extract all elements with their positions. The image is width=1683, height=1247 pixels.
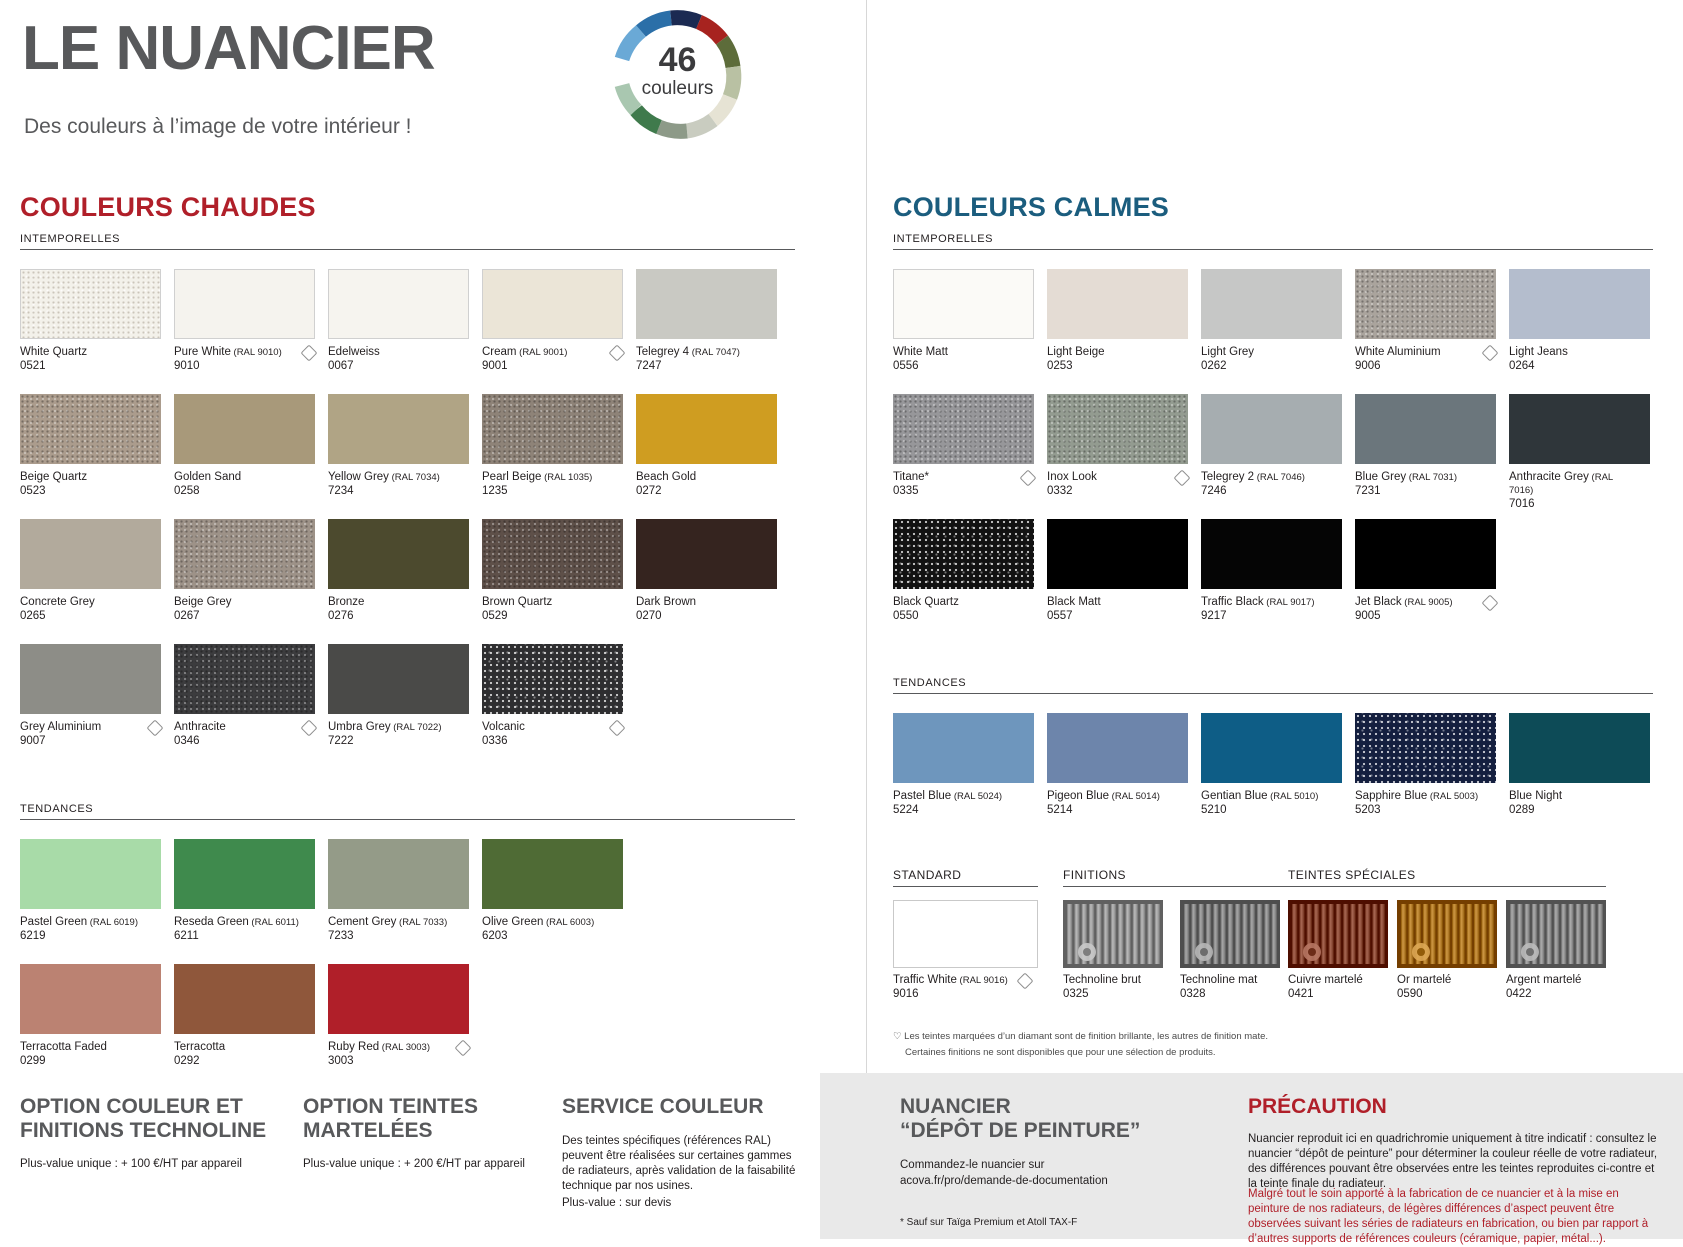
swatch-name: Pure White (RAL 9010) <box>174 346 315 359</box>
swatch-ral: (RAL 5014) <box>1109 791 1160 802</box>
swatch-name: Blue Grey (RAL 7031) <box>1355 471 1458 483</box>
swatch-chip <box>174 964 315 1034</box>
color-swatch <box>893 394 1034 498</box>
swatch-code: 0262 <box>1201 360 1227 372</box>
swatch-name: White Aluminium <box>1355 346 1496 359</box>
color-swatch <box>328 839 469 943</box>
swatch-name: Olive Green (RAL 6003) <box>482 916 595 928</box>
color-swatch <box>1509 394 1650 511</box>
finish-swatch <box>1180 900 1285 1001</box>
color-swatch <box>482 644 623 748</box>
gloss-diamond-icon <box>1482 345 1499 362</box>
swatch-chip <box>1201 519 1342 589</box>
finish-code: 0422 <box>1506 988 1532 1000</box>
swatch-name: Brown Quartz <box>482 596 553 608</box>
swatch-chip <box>20 394 161 464</box>
swatch-chip <box>893 269 1034 339</box>
color-swatch <box>20 644 161 748</box>
color-swatch <box>328 394 469 498</box>
gloss-diamond-icon <box>609 345 626 362</box>
swatch-code: 0336 <box>482 735 508 747</box>
finish-name: Cuivre martelé <box>1288 974 1363 986</box>
calm-trends-label: TENDANCES <box>893 677 967 689</box>
swatch-chip <box>174 839 315 909</box>
swatch-chip <box>1509 269 1650 339</box>
swatch-chip <box>328 519 469 589</box>
finish-swatch <box>1063 900 1168 1001</box>
color-swatch <box>1201 394 1342 498</box>
swatch-ral: (RAL 5003) <box>1427 791 1479 802</box>
option-martelees-title: OPTION TEINTES MARTELÉES <box>303 1095 479 1142</box>
swatch-chip <box>482 269 623 339</box>
color-swatch <box>20 269 161 373</box>
standard-group-label: STANDARD <box>893 868 962 882</box>
warm-timeless-rule <box>20 249 795 250</box>
swatch-ral: (RAL 7034) <box>388 472 440 483</box>
color-swatch <box>893 713 1034 817</box>
swatch-name: Telegrey 4 (RAL 7047) <box>636 346 740 358</box>
swatch-name: Cement Grey (RAL 7033) <box>328 916 448 928</box>
swatch-chip <box>20 964 161 1034</box>
precaution-text-red: Malgré tout le soin apporté à la fabrication de ce nuancier et à la mise en peinture de nos radiateurs, de légères différences d’aspect peuvent être observées suivant les séries de radiateurs en fabrication, ou bien par rapport à d’autres supports de références couleurs (céramique, papier, métal...). <box>1248 1188 1649 1245</box>
swatch-ral: (RAL 9005) <box>1401 597 1453 608</box>
color-swatch <box>636 394 777 498</box>
swatch-code: 7233 <box>328 930 354 942</box>
swatch-chip <box>893 519 1034 589</box>
finish-swatch <box>1506 900 1611 1001</box>
color-swatch <box>20 519 161 623</box>
swatch-name: Blue Night <box>1509 790 1563 802</box>
swatch-code: 0557 <box>1047 610 1073 622</box>
swatch-chip <box>1355 269 1496 339</box>
swatch-code: 9217 <box>1201 610 1227 622</box>
swatch-chip <box>328 394 469 464</box>
nuancier-order-text: Commandez-le nuancier sur <box>900 1159 1045 1171</box>
standard-group-rule <box>893 886 1038 887</box>
swatch-chip <box>1047 519 1188 589</box>
swatch-chip <box>20 269 161 339</box>
finitions-group-label: FINITIONS <box>1063 868 1126 882</box>
swatch-code: 7016 <box>1509 498 1535 510</box>
calm-trends-rule <box>893 693 1653 694</box>
gloss-diamond-icon <box>1020 470 1037 487</box>
swatch-name: Sapphire Blue (RAL 5003) <box>1355 790 1479 802</box>
finish-code: 0421 <box>1288 988 1314 1000</box>
gloss-diamond-icon <box>455 1040 472 1057</box>
color-swatch <box>20 394 161 498</box>
color-swatch <box>1201 519 1342 623</box>
swatch-code: 1235 <box>482 485 508 497</box>
swatch-name: Ruby Red (RAL 3003) <box>328 1041 469 1054</box>
swatch-chip <box>1509 394 1650 464</box>
radiator-icon <box>1288 900 1388 968</box>
color-swatch <box>328 519 469 623</box>
color-swatch <box>1509 269 1650 373</box>
swatch-ral: (RAL 7016) <box>1509 472 1613 496</box>
swatch-name: Golden Sand <box>174 471 242 483</box>
finish-name: Or martelé <box>1397 974 1452 986</box>
swatch-name: White Quartz <box>20 346 88 358</box>
swatch-chip <box>482 839 623 909</box>
swatch-code: 0550 <box>893 610 919 622</box>
swatch-name: Light Grey <box>1201 346 1255 358</box>
color-swatch <box>174 964 315 1068</box>
option-technoline-title: OPTION COULEUR ET FINITIONS TECHNOLINE <box>20 1095 267 1142</box>
swatch-code: 0335 <box>893 485 919 497</box>
swatch-name: Light Jeans <box>1509 346 1568 358</box>
swatch-name: Beach Gold <box>636 471 697 483</box>
swatch-code: 7234 <box>328 485 354 497</box>
swatch-chip <box>174 644 315 714</box>
swatch-name: Terracotta Faded <box>20 1041 107 1053</box>
swatch-ral: (RAL 5024) <box>951 791 1003 802</box>
swatch-chip <box>1201 394 1342 464</box>
swatch-code: 5224 <box>893 804 919 816</box>
color-swatch <box>1047 713 1188 817</box>
swatch-code: 6219 <box>20 930 46 942</box>
swatch-code: 6203 <box>482 930 508 942</box>
swatch-ral: (RAL 6019) <box>87 917 138 928</box>
finish-name: Technoline mat <box>1180 974 1258 986</box>
swatch-chip <box>1355 519 1496 589</box>
color-swatch <box>1355 269 1496 373</box>
swatch-name: Reseda Green (RAL 6011) <box>174 916 299 928</box>
swatch-ral: (RAL 9017) <box>1263 597 1315 608</box>
color-swatch <box>328 644 469 748</box>
service-couleur-text2: Plus-value : sur devis <box>562 1197 672 1209</box>
color-swatch <box>893 519 1034 623</box>
gloss-diamond-icon <box>609 720 626 737</box>
warm-trends-rule <box>20 819 795 820</box>
service-couleur-title: SERVICE COULEUR <box>562 1095 764 1118</box>
swatch-chip <box>893 394 1034 464</box>
gloss-diamond-icon <box>147 720 164 737</box>
swatch-name: White Matt <box>893 346 948 358</box>
swatch-code: 7246 <box>1201 485 1227 497</box>
color-swatch <box>482 269 623 373</box>
finish-name: Technoline brut <box>1063 974 1141 986</box>
nuancier-note: * Sauf sur Taïga Premium et Atoll TAX-F <box>900 1217 1078 1228</box>
color-swatch <box>20 964 161 1068</box>
swatch-code: 0276 <box>328 610 354 622</box>
color-swatch <box>20 839 161 943</box>
finish-swatch <box>1288 900 1393 1001</box>
swatch-code: 0289 <box>1509 804 1535 816</box>
swatch-name: Titane* <box>893 471 1034 484</box>
swatch-chip <box>636 269 777 339</box>
service-couleur-text: Des teintes spécifiques (références RAL) peuvent être réalisées sur certaines gammes de radiateurs, après validation de la faisabilité technique par nos usines. <box>562 1135 796 1192</box>
finish-name: Traffic White (RAL 9016) <box>893 974 1038 987</box>
swatch-ral: (RAL 6011) <box>248 917 299 928</box>
swatch-ral: (RAL 7022) <box>390 722 442 733</box>
swatch-name: Pearl Beige (RAL 1035) <box>482 471 593 483</box>
color-swatch <box>1047 519 1188 623</box>
finish-chip <box>893 900 1038 968</box>
swatch-code: 5214 <box>1047 804 1073 816</box>
swatch-code: 9005 <box>1355 610 1381 622</box>
color-swatch <box>636 519 777 623</box>
warm-timeless-label: INTEMPORELLES <box>20 233 121 245</box>
swatch-name: Pigeon Blue (RAL 5014) <box>1047 790 1160 802</box>
finish-code: 0328 <box>1180 988 1206 1000</box>
finitions-group-rule <box>1063 886 1293 887</box>
color-swatch <box>636 269 777 373</box>
color-swatch <box>1509 713 1650 817</box>
color-swatch <box>1047 269 1188 373</box>
swatch-code: 0529 <box>482 610 508 622</box>
swatch-name: Black Matt <box>1047 596 1101 608</box>
precaution-title: PRÉCAUTION <box>1248 1095 1387 1118</box>
swatch-chip <box>1047 394 1188 464</box>
option-martelees-text: Plus-value unique : + 200 €/HT par appareil <box>303 1158 525 1170</box>
swatch-name: Beige Quartz <box>20 471 88 483</box>
radiator-icon <box>1506 900 1606 968</box>
color-swatch <box>1047 394 1188 498</box>
swatch-ral: (RAL 7033) <box>396 917 448 928</box>
swatch-name: Concrete Grey <box>20 596 95 608</box>
finish-swatch <box>1397 900 1502 1001</box>
swatch-code: 0346 <box>174 735 200 747</box>
swatch-chip <box>1201 269 1342 339</box>
swatch-name: Grey Aluminium <box>20 721 161 734</box>
swatch-code: 0272 <box>636 485 662 497</box>
section-title-warm: COULEURS CHAUDES <box>20 192 316 222</box>
swatch-name: Traffic Black (RAL 9017) <box>1201 596 1315 608</box>
swatch-chip <box>636 519 777 589</box>
swatch-chip <box>174 269 315 339</box>
color-swatch <box>482 839 623 943</box>
swatch-name: Dark Brown <box>636 596 697 608</box>
finish-ral: (RAL 9016) <box>956 975 1008 986</box>
swatch-chip <box>1201 713 1342 783</box>
swatch-code: 9010 <box>174 360 200 372</box>
color-swatch <box>174 269 315 373</box>
finish-name: Argent martelé <box>1506 974 1582 986</box>
swatch-ral: (RAL 3003) <box>379 1042 431 1053</box>
swatch-name: Inox Look <box>1047 471 1188 484</box>
swatch-chip <box>1047 269 1188 339</box>
finish-code: 0590 <box>1397 988 1423 1000</box>
warm-trends-label: TENDANCES <box>20 803 94 815</box>
swatch-code: 0264 <box>1509 360 1535 372</box>
swatch-chip <box>328 964 469 1034</box>
page-title: LE NUANCIER <box>22 14 435 83</box>
color-swatch <box>1201 269 1342 373</box>
swatch-name: Black Quartz <box>893 596 959 608</box>
color-swatch <box>1201 713 1342 817</box>
footnote-2: Certaines finitions ne sont disponibles que pour une sélection de produits. <box>905 1047 1216 1058</box>
swatch-chip <box>174 519 315 589</box>
swatch-code: 5210 <box>1201 804 1227 816</box>
swatch-code: 9001 <box>482 360 508 372</box>
swatch-name: Cream (RAL 9001) <box>482 346 623 359</box>
column-divider <box>866 0 867 1080</box>
radiator-icon <box>1397 900 1497 968</box>
color-swatch <box>482 394 623 498</box>
swatch-chip <box>328 269 469 339</box>
swatch-code: 0253 <box>1047 360 1073 372</box>
badge-word: couleurs <box>641 78 714 99</box>
color-swatch <box>328 269 469 373</box>
nuancier-url[interactable]: acova.fr/pro/demande-de-documentation <box>900 1175 1108 1187</box>
swatch-code: 5203 <box>1355 804 1381 816</box>
speciales-group-label: TEINTES SPÉCIALES <box>1288 868 1416 882</box>
swatch-name: Beige Grey <box>174 596 232 608</box>
swatch-code: 0523 <box>20 485 46 497</box>
swatch-ral: (RAL 6003) <box>543 917 595 928</box>
swatch-code: 0299 <box>20 1055 46 1067</box>
swatch-chip <box>328 839 469 909</box>
swatch-code: 6211 <box>174 930 199 942</box>
swatch-code: 9006 <box>1355 360 1381 372</box>
swatch-ral: (RAL 1035) <box>541 472 593 483</box>
swatch-chip <box>1047 713 1188 783</box>
swatch-chip <box>1355 713 1496 783</box>
swatch-code: 9007 <box>20 735 46 747</box>
swatch-name: Jet Black (RAL 9005) <box>1355 596 1496 609</box>
swatch-ral: (RAL 9010) <box>230 347 282 358</box>
finish-swatch <box>893 900 1038 1001</box>
swatch-chip <box>328 644 469 714</box>
option-technoline-text: Plus-value unique : + 100 €/HT par appareil <box>20 1158 242 1170</box>
swatch-chip <box>20 644 161 714</box>
swatch-code: 0067 <box>328 360 354 372</box>
swatch-name: Yellow Grey (RAL 7034) <box>328 471 440 483</box>
color-swatch <box>1355 519 1496 623</box>
color-swatch <box>328 964 469 1068</box>
swatch-chip <box>174 394 315 464</box>
finish-code: 9016 <box>893 988 919 1000</box>
precaution-text: Nuancier reproduit ici en quadrichromie uniquement à titre indicatif : consultez le nuancier “dépôt de peinture” pour déterminer la couleur réelle de votre radiateur, des différences pouvant être observées entre les teintes reproduites ci-contre et la teinte finale du radiateur. <box>1248 1133 1658 1190</box>
swatch-code: 0270 <box>636 610 662 622</box>
nuancier-title-line2: “DÉPÔT DE PEINTURE” <box>900 1119 1141 1142</box>
color-swatch <box>1355 713 1496 817</box>
swatch-code: 0556 <box>893 360 919 372</box>
swatch-name: Volcanic <box>482 721 623 734</box>
calm-timeless-rule <box>893 249 1653 250</box>
page-header <box>0 0 1683 160</box>
color-count-badge <box>600 5 755 145</box>
color-swatch <box>482 519 623 623</box>
swatch-ral: (RAL 9001) <box>516 347 568 358</box>
swatch-chip <box>20 519 161 589</box>
swatch-name: Edelweiss <box>328 346 380 358</box>
finish-code: 0325 <box>1063 988 1089 1000</box>
swatch-name: Telegrey 2 (RAL 7046) <box>1201 471 1305 483</box>
color-swatch <box>174 519 315 623</box>
color-swatch <box>174 644 315 748</box>
color-swatch <box>893 269 1034 373</box>
swatch-ral: (RAL 5010) <box>1267 791 1319 802</box>
nuancier-title-line1: NUANCIER <box>900 1095 1011 1118</box>
swatch-chip <box>1355 394 1496 464</box>
swatch-name: Pastel Blue (RAL 5024) <box>893 790 1003 802</box>
color-swatch <box>174 839 315 943</box>
swatch-code: 0332 <box>1047 485 1073 497</box>
swatch-chip <box>893 713 1034 783</box>
gloss-diamond-icon <box>301 720 318 737</box>
swatch-ral: (RAL 7031) <box>1406 472 1458 483</box>
swatch-code: 7231 <box>1355 485 1381 497</box>
swatch-name: Gentian Blue (RAL 5010) <box>1201 790 1319 802</box>
swatch-ral: (RAL 7047) <box>689 347 740 358</box>
speciales-group-rule <box>1288 886 1606 887</box>
section-title-calm: COULEURS CALMES <box>893 192 1170 222</box>
color-swatch <box>1355 394 1496 498</box>
swatch-name: Pastel Green (RAL 6019) <box>20 916 138 928</box>
swatch-code: 7222 <box>328 735 354 747</box>
swatch-code: 0265 <box>20 610 46 622</box>
swatch-code: 0267 <box>174 610 200 622</box>
swatch-code: 0258 <box>174 485 200 497</box>
gloss-diamond-icon <box>301 345 318 362</box>
swatch-code: 0292 <box>174 1055 200 1067</box>
swatch-name: Bronze <box>328 596 365 608</box>
swatch-name: Anthracite Grey (RAL 7016) <box>1509 471 1613 496</box>
calm-timeless-label: INTEMPORELLES <box>893 233 994 245</box>
swatch-name: Umbra Grey (RAL 7022) <box>328 721 442 733</box>
gloss-diamond-icon <box>1482 595 1499 612</box>
swatch-code: 0521 <box>20 360 46 372</box>
swatch-chip <box>636 394 777 464</box>
radiator-icon <box>1180 900 1280 968</box>
footnote-1: ♡ Les teintes marquées d’un diamant sont de finition brillante, les autres de finition mate. <box>893 1031 1269 1042</box>
swatch-chip <box>482 519 623 589</box>
radiator-icon <box>1063 900 1163 968</box>
swatch-code: 7247 <box>636 360 662 372</box>
badge-number: 46 <box>658 41 697 79</box>
swatch-code: 3003 <box>328 1055 354 1067</box>
swatch-chip <box>482 394 623 464</box>
swatch-name: Terracotta <box>174 1041 226 1053</box>
page-subtitle: Des couleurs à l’image de votre intérieur ! <box>24 115 412 138</box>
swatch-name: Light Beige <box>1047 346 1105 358</box>
swatch-name: Anthracite <box>174 721 315 734</box>
gloss-diamond-icon <box>1174 470 1191 487</box>
swatch-chip <box>20 839 161 909</box>
swatch-ral: (RAL 7046) <box>1254 472 1305 483</box>
gloss-diamond-icon <box>1017 973 1034 990</box>
color-swatch <box>174 394 315 498</box>
swatch-chip <box>1509 713 1650 783</box>
swatch-chip <box>482 644 623 714</box>
